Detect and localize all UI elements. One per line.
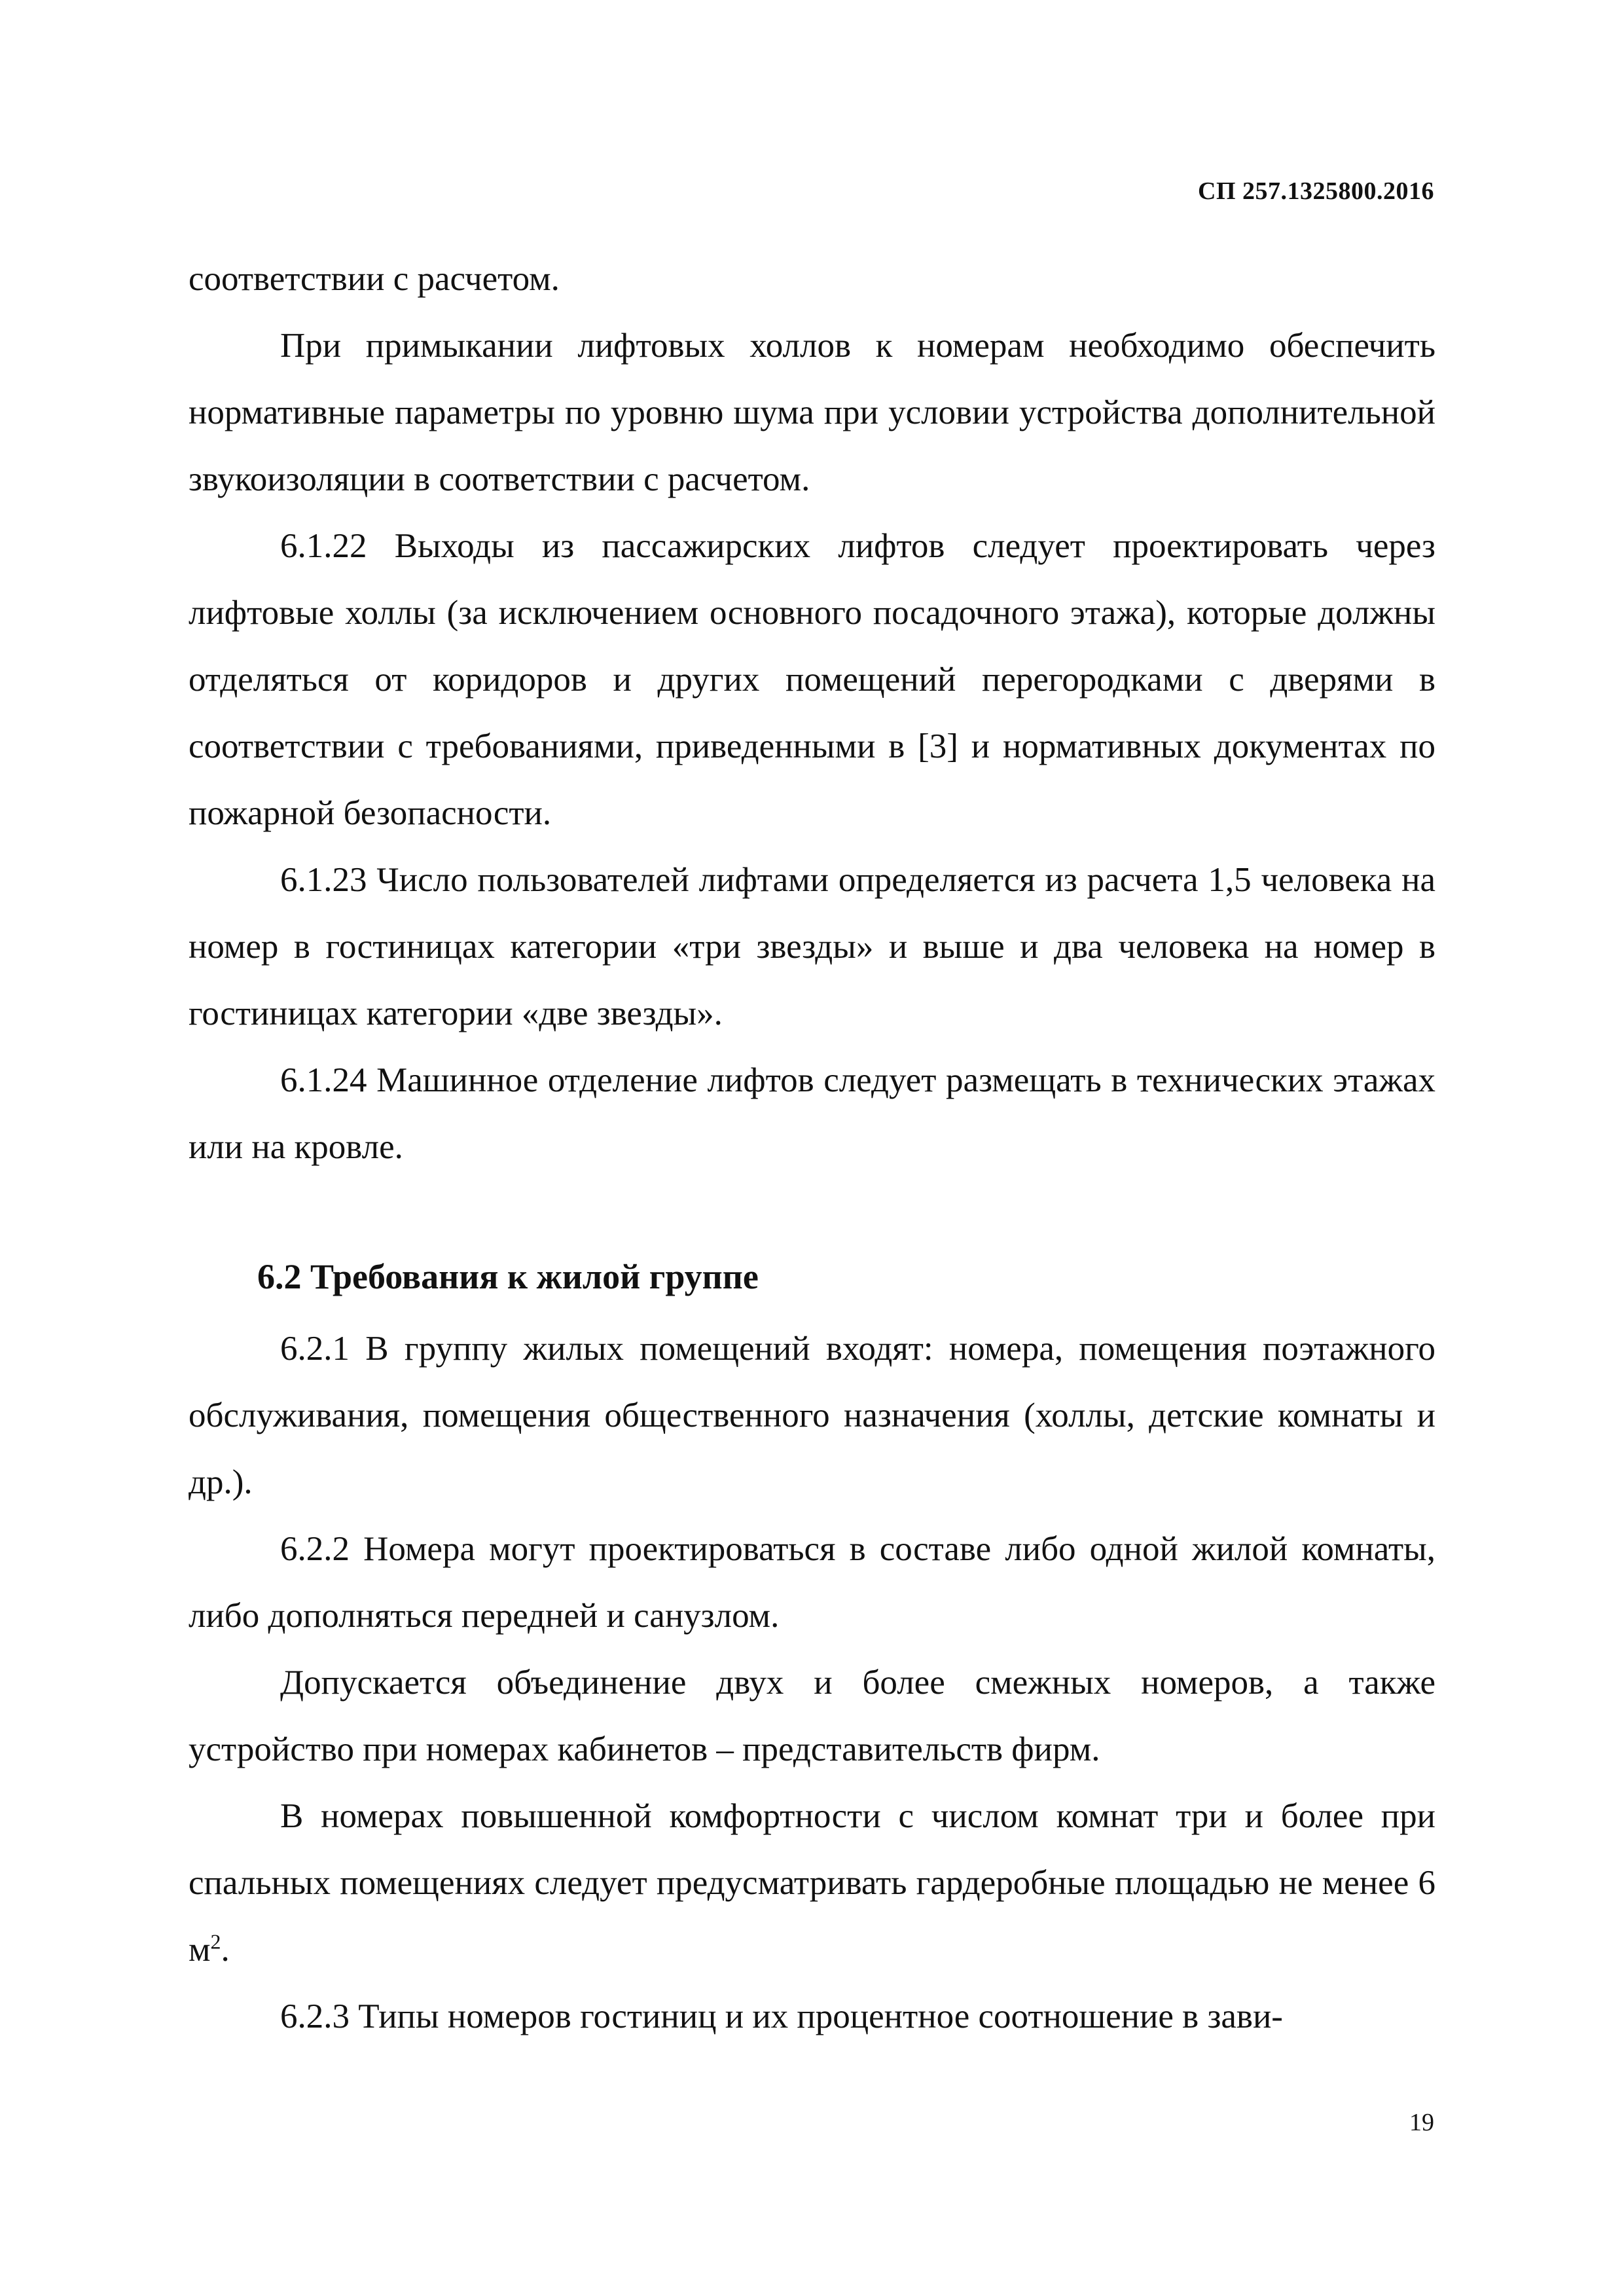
paragraph-6-1-22: 6.1.22 Выходы из пассажирских лифтов следует проектировать через лифтовые холлы (за исключением основного посадочного этажа), которые должны отделяться от коридоров и других помещений перегородками с дверями в соответствии с требованиями, приведенными в [3] и нормативных документах по пожарной безопасности. [189, 527, 1435, 832]
comfort-suffix: . [221, 1931, 230, 1969]
superscript-square: 2 [210, 1929, 221, 1954]
paragraph-6-1-23: 6.1.23 Число пользователей лифтами определяется из расчета 1,5 человека на номер в гостиницах категории «три звезды» и выше и два человека на номер в гостиницах категории «две звезды». [189, 861, 1435, 1032]
comfort-text: В номерах повышенной комфортности с числом комнат три и более при спальных помещениях следует предусматривать гардеробные площадью не менее 6 м [189, 1797, 1435, 1969]
paragraph-comfort-rooms [189, 1783, 1435, 1983]
document-code: СП 257.1325800.2016 [1198, 177, 1434, 205]
paragraph-continuation: соответствии с расчетом. [189, 260, 560, 298]
paragraph-6-2-2: 6.2.2 Номера могут проектироваться в составе либо одной жилой комнаты, либо дополняться передней и санузлом. [189, 1530, 1435, 1635]
paragraph-6-1-24: 6.1.24 Машинное отделение лифтов следует размещать в технических этажах или на кровле. [189, 1061, 1435, 1166]
paragraph-6-2-3: 6.2.3 Типы номеров гостиниц и их процентное соотношение в зави- [280, 1997, 1283, 2035]
document-body [189, 246, 1435, 2050]
paragraph-combined-rooms: Допускается объединение двух и более смежных номеров, а также устройство при номерах кабинетов – представительств фирм. [189, 1664, 1435, 1768]
paragraph-6-2-1: 6.2.1 В группу жилых помещений входят: номера, помещения поэтажного обслуживания, помещения общественного назначения (холлы, детские комнаты и др.). [189, 1330, 1435, 1501]
paragraph-lift-halls-noise: При примыкании лифтовых холлов к номерам необходимо обеспечить нормативные параметры по уровню шума при условии устройства дополнительной звукоизоляции в соответствии с расчетом. [189, 327, 1435, 498]
section-heading-6-2: 6.2 Требования к жилой группе [257, 1257, 759, 1296]
page-number: 19 [1409, 2109, 1434, 2136]
